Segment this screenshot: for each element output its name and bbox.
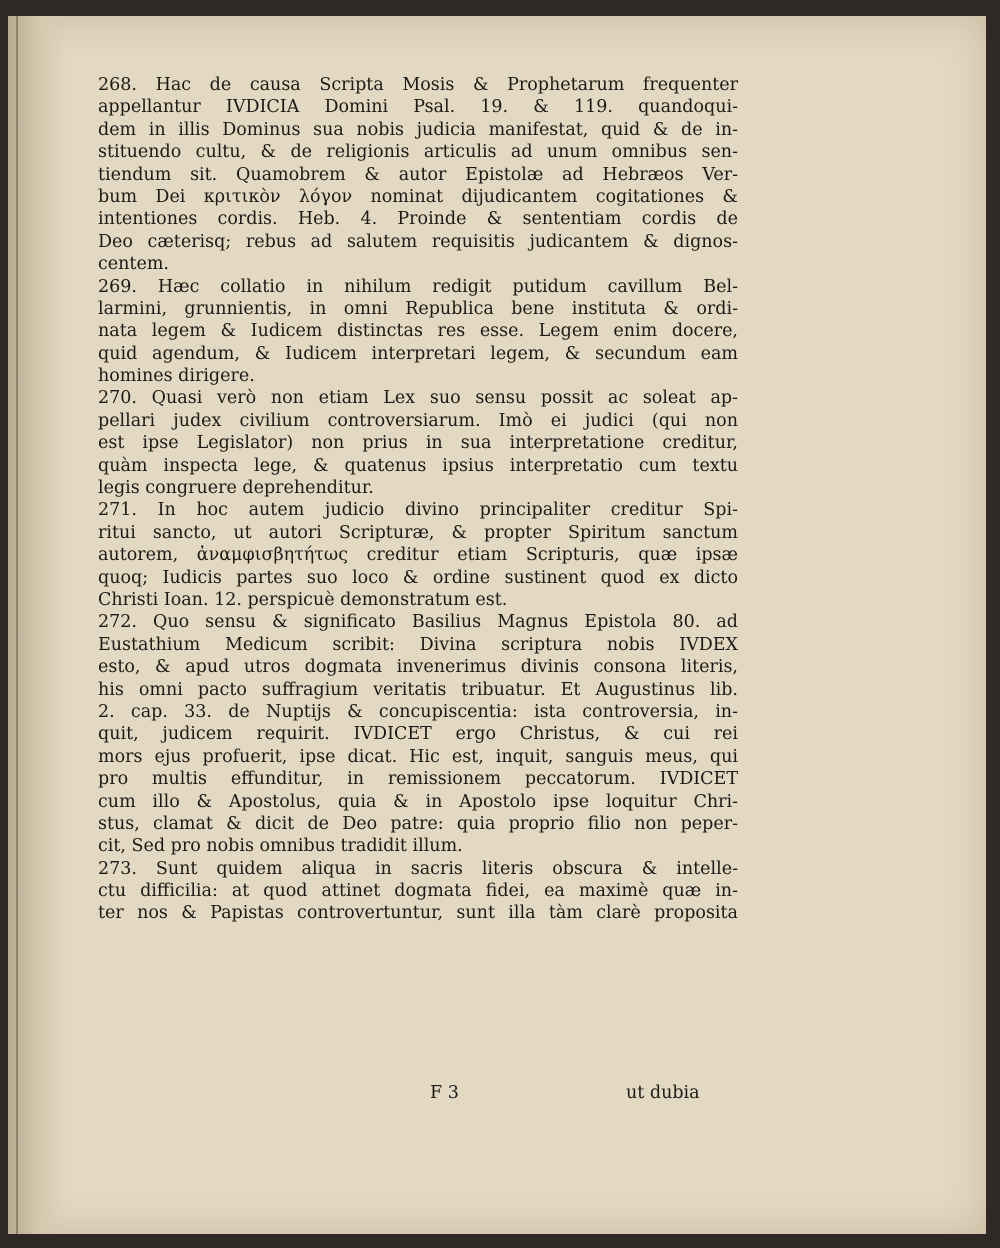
text-line: quid agendum, & Iudicem interpretari legem, & secundum eam [98,343,738,364]
text-line: 270. Quasi verò non etiam Lex suo sensu possit ac soleat ap- [98,388,738,409]
catchword: ut dubia [626,1083,700,1103]
text-line: stus, clamat & dicit de Deo patre: quia proprio filio non peper- [98,813,738,834]
text-line: est ipse Legislator) non prius in sua interpretatione creditur, [98,433,738,454]
text-line: 268. Hac de causa Scripta Mosis & Prophetarum frequenter [98,75,738,95]
paper-page [8,16,986,1234]
text-line: mors ejus profuerit, ipse dicat. Hic est, inquit, sanguis meus, qui [98,746,738,767]
text-line: his omni pacto suffragium veritatis tribuatur. Et Augustinus lib. [98,679,738,700]
text-line: 273. Sunt quidem aliqua in sacris literis obscura & intelle- [98,858,738,879]
text-line: cum illo & Apostolus, quia & in Apostolo ipse loquitur Chri- [98,791,738,812]
text-line: esto, & apud utros dogmata invenerimus divinis consona literis, [98,657,738,678]
text-line: quàm inspecta lege, & quatenus ipsius interpretatio cum textu [98,455,738,476]
page-footer [8,1083,986,1113]
signature-mark: F 3 [430,1083,459,1103]
text-line: centem. [98,254,169,275]
text-line: autorem, ἀναμφισβητήτως creditur etiam Scripturis, quæ ipsæ [98,545,738,566]
text-line: 2. cap. 33. de Nuptijs & concupiscentia: ista controversia, in- [98,701,738,722]
text-line: nata legem & Iudicem distinctas res esse. Legem enim docere, [98,321,738,342]
text-line: cit, Sed pro nobis omnibus tradidit illum. [98,836,463,857]
text-line: 271. In hoc autem judicio divino principaliter creditur Spi- [98,500,738,521]
binding-edge [16,16,18,1234]
text-line: pro multis effunditur, in remissionem peccatorum. IVDICET [98,769,738,790]
text-line: quit, judicem requirit. IVDICET ergo Christus, & cui rei [98,724,738,745]
text-line: 269. Hæc collatio in nihilum redigit putidum cavillum Bel- [98,276,738,297]
text-line: tiendum sit. Quamobrem & autor Epistolæ ad Hebræos Ver- [98,164,738,185]
text-line: homines dirigere. [98,366,255,387]
text-line: bum Dei κριτικὸν λόγον nominat dijudicantem cogitationes & [98,186,738,207]
text-line: ter nos & Papistas controvertuntur, sunt illa tàm clarè proposita [98,903,738,924]
text-line: pellari judex civilium controversiarum. Imò ei judici (qui non [98,410,738,431]
text-line: ritui sancto, ut autori Scripturæ, & propter Spiritum sanctum [98,522,738,543]
text-line: larmini, grunnientis, in omni Republica bene instituta & ordi- [98,298,738,319]
text-line: appellantur IVDICIA Domini Psal. 19. & 119. quandoqui- [98,97,738,118]
text-line: dem in illis Dominus sua nobis judicia manifestat, quid & de in- [98,119,738,140]
text-line: legis congruere deprehenditur. [98,478,374,499]
text-line: intentiones cordis. Heb. 4. Proinde & sententiam cordis de [98,209,738,230]
text-line: 272. Quo sensu & significato Basilius Magnus Epistola 80. ad [98,612,738,633]
text-line: Eustathium Medicum scribit: Divina scriptura nobis IVDEX [98,634,738,655]
text-line: stituendo cultu, & de religionis articulis ad unum omnibus sen- [98,142,738,163]
text-line: Deo cæterisq; rebus ad salutem requisitis judicantem & dignos- [98,231,738,252]
binding-gutter [8,16,68,1234]
body-text [98,74,738,925]
text-line: quoq; Iudicis partes suo loco & ordine sustinent quod ex dicto [98,567,738,588]
text-line: Christi Ioan. 12. perspicuè demonstratum est. [98,589,508,610]
text-line: ctu difficilia: at quod attinet dogmata fidei, ea maximè quæ in- [98,881,738,902]
